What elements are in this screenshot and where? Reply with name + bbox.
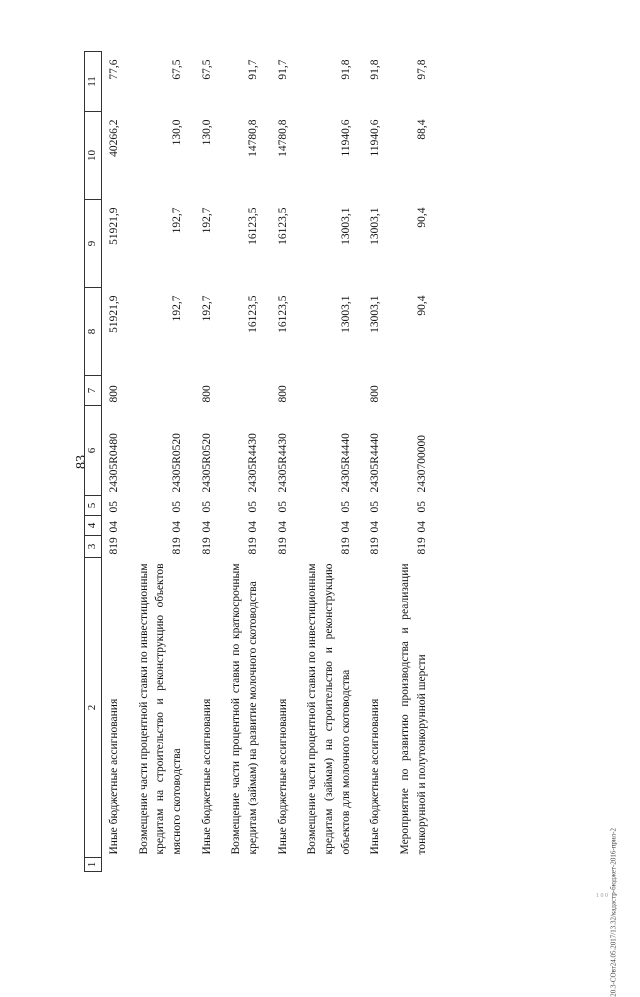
row-c9: 90,4 (415, 207, 428, 228)
row-c3: 819 (107, 537, 120, 555)
table-row (294, 52, 357, 872)
row-c11: 91,7 (276, 59, 289, 80)
row-c9: 16123,5 (246, 207, 259, 245)
row-c6: 24305R4440 (339, 433, 352, 493)
row-c6: 24305R0520 (170, 433, 183, 493)
row-c5: 05 (339, 501, 352, 513)
row-c11: 77,6 (107, 59, 120, 80)
header-row (85, 52, 102, 872)
row-c11: 91,8 (339, 59, 352, 80)
col-header: 5 (85, 496, 102, 516)
row-c5: 05 (415, 501, 428, 513)
row-c8: 90,4 (415, 295, 428, 316)
row-c5: 05 (369, 501, 382, 513)
row-description: Мероприятие по развитию производства и реализации тонкорунной и полутонкорунной шерсти (399, 563, 428, 855)
row-c6: 2430700000 (415, 435, 428, 493)
row-c5: 05 (107, 501, 120, 513)
row-c10: 11940,6 (369, 119, 382, 157)
row-c7: 800 (107, 385, 120, 403)
row-description: Иные бюджетные ассигнования (276, 698, 289, 855)
row-c10: 88,4 (415, 119, 428, 140)
budget-table-sheet (84, 52, 544, 872)
table-row (218, 52, 264, 872)
table-row (189, 52, 219, 872)
row-c4: 04 (339, 521, 352, 533)
row-c7 (218, 376, 264, 406)
col-header: 8 (85, 288, 102, 376)
row-c4: 04 (200, 521, 213, 533)
row-c8: 13003,1 (339, 295, 352, 333)
table-row (265, 52, 295, 872)
table-row (101, 52, 125, 872)
row-c8: 16123,5 (276, 295, 289, 333)
row-c7: 800 (276, 385, 289, 403)
row-description: Иные бюджетные ассигнования (200, 698, 213, 855)
row-c4: 04 (170, 521, 183, 533)
row-c7 (126, 376, 189, 406)
row-c4: 04 (246, 521, 259, 533)
row-c4: 04 (276, 521, 289, 533)
col-header: 2 (85, 558, 102, 858)
row-c6: 24305R0520 (200, 433, 213, 493)
row-c5: 05 (246, 501, 259, 513)
row-c3: 819 (415, 537, 428, 555)
row-c4: 04 (107, 521, 120, 533)
row-c11: 97,8 (415, 59, 428, 80)
row-c11: 91,7 (246, 59, 259, 80)
row-c4: 04 (415, 521, 428, 533)
row-c8: 13003,1 (369, 295, 382, 333)
row-c6: 24305R0480 (107, 433, 120, 493)
row-c9: 13003,1 (339, 207, 352, 245)
row-c5: 05 (200, 501, 213, 513)
edge-mark: 1 0 0 (596, 893, 608, 899)
row-c3: 819 (170, 537, 183, 555)
row-description: Возмещение части процентной ставки по инвестиционным кредитам (займам) на строительство и реконструкцию объектов для молочного скотоводства (306, 563, 352, 855)
row-c10: 130,0 (200, 119, 213, 146)
col-header: 10 (85, 112, 102, 200)
table-row (126, 52, 189, 872)
row-c5: 05 (276, 501, 289, 513)
col-header: 1 (85, 858, 102, 872)
row-c6: 24305R4430 (246, 433, 259, 493)
col-header: 7 (85, 376, 102, 406)
row-c8: 192,7 (170, 295, 183, 322)
row-c5: 05 (170, 501, 183, 513)
col-header: 6 (85, 406, 102, 496)
row-c6: 24305R4440 (369, 433, 382, 493)
row-description: Возмещение части процентной ставки по инвестиционным кредитам на строительство и реконструкцию объектов мясного скотоводства (137, 563, 183, 855)
col-header: 4 (85, 516, 102, 536)
row-description: Иные бюджетные ассигнования (107, 698, 120, 855)
row-c7: 800 (200, 385, 213, 403)
row-c7 (387, 376, 433, 406)
row-c8: 16123,5 (246, 295, 259, 333)
row-description: Возмещение части процентной ставки по краткосрочным кредитам (займам) на развитие молочного скотоводства (230, 563, 259, 855)
row-c10: 14780,8 (246, 119, 259, 157)
row-c9: 13003,1 (369, 207, 382, 245)
row-c3: 819 (276, 537, 289, 555)
row-c7 (294, 376, 357, 406)
col-header: 9 (85, 200, 102, 288)
document-stamp: 20.3-СОвт24.05.2017/13.32/кадастр-бюджет-2016-прил-2 (610, 828, 618, 997)
row-c11: 67,5 (200, 59, 213, 80)
row-c4: 04 (369, 521, 382, 533)
budget-table (84, 51, 433, 872)
col-header: 3 (85, 536, 102, 558)
col-header: 11 (85, 52, 102, 112)
row-c3: 819 (200, 537, 213, 555)
row-c9: 51921,9 (107, 207, 120, 245)
row-c11: 91,8 (369, 59, 382, 80)
row-c9: 192,7 (200, 207, 213, 234)
row-c3: 819 (339, 537, 352, 555)
row-c3: 819 (369, 537, 382, 555)
page-number: 83 (74, 455, 89, 469)
row-c7: 800 (369, 385, 382, 403)
row-c10: 130,0 (170, 119, 183, 146)
row-description: Иные бюджетные ассигнования (369, 698, 382, 855)
table-row (387, 52, 433, 872)
row-c11: 67,5 (170, 59, 183, 80)
row-c9: 192,7 (170, 207, 183, 234)
row-c8: 192,7 (200, 295, 213, 322)
table-row (357, 52, 387, 872)
row-c3: 819 (246, 537, 259, 555)
row-c10: 40266,2 (107, 119, 120, 157)
row-c8: 51921,9 (107, 295, 120, 333)
row-c6: 24305R4430 (276, 433, 289, 493)
row-c10: 11940,6 (339, 119, 352, 157)
row-c10: 14780,8 (276, 119, 289, 157)
row-c9: 16123,5 (276, 207, 289, 245)
